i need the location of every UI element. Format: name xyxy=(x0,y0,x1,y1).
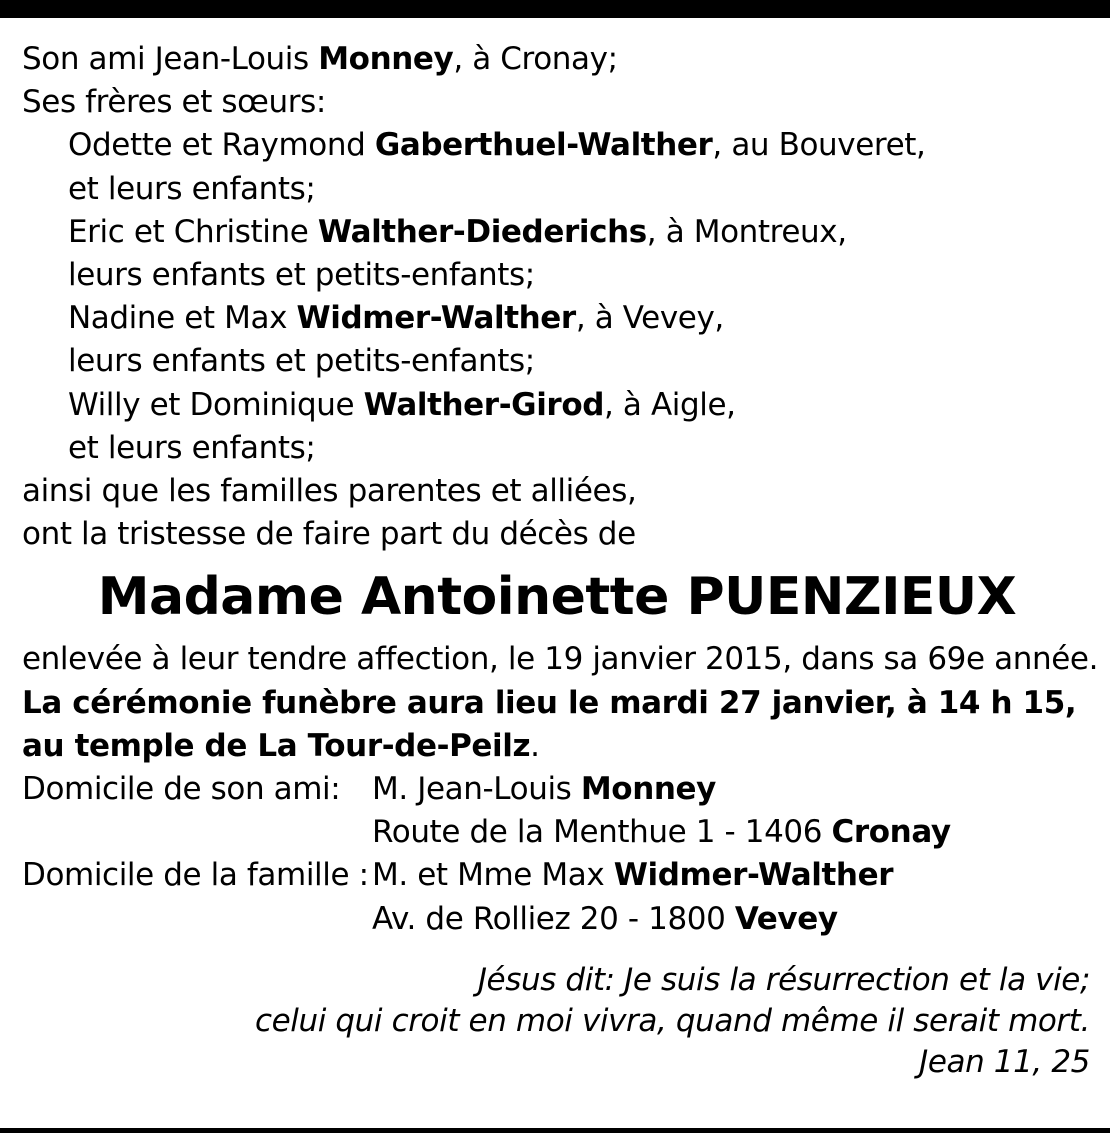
passing-line: enlevée à leur tendre affection, le 19 janvier 2015, dans sa 69e année. xyxy=(22,641,1099,678)
obituary-notice xyxy=(22,38,1099,1083)
domicile-friend-address xyxy=(22,811,1092,854)
bottom-rule xyxy=(0,1128,1110,1133)
sibling-line: Odette et Raymond Gaberthuel-Walther, au Bouveret, xyxy=(68,127,926,164)
domicile-address: Route de la Menthue 1 - 1406 Cronay xyxy=(372,814,951,851)
friend-line: Son ami Jean-Louis Monney, à Cronay; xyxy=(22,41,618,77)
domicile-address: Av. de Rolliez 20 - 1800 Vevey xyxy=(372,900,838,937)
sibling-descendants: leurs enfants et petits-enfants; xyxy=(68,257,535,294)
deceased-name: Madame Antoinette PUENZIEUX xyxy=(97,567,1017,628)
announcement-line: ont la tristesse de faire part du décès de xyxy=(22,516,636,553)
sibling-line: Willy et Dominique Walther-Girod, à Aigle, xyxy=(68,386,736,423)
ceremony-info: La cérémonie funèbre aura lieu le mardi 27 janvier, à 14 h 15, au temple de La Tour-de-Peilz. xyxy=(22,684,1077,764)
quote-reference: Jean 11, 25 xyxy=(919,1043,1090,1080)
quote-line: celui qui croit en moi vivra, quand même il serait mort. xyxy=(254,1002,1090,1039)
domicile-label: Domicile de son ami: xyxy=(22,771,341,808)
sibling-surname: Walther-Diederichs xyxy=(317,213,647,250)
domicile-family xyxy=(22,854,1092,897)
sibling-descendants: et leurs enfants; xyxy=(68,170,316,207)
sibling-surname: Walther-Girod xyxy=(363,386,605,423)
sibling-descendants: et leurs enfants; xyxy=(68,429,316,466)
top-rule xyxy=(0,0,1110,18)
domicile-label: Domicile de la famille : xyxy=(22,857,369,894)
sibling-line: Eric et Christine Walther-Diederichs, à Montreux, xyxy=(68,213,847,250)
domicile-person: M. Jean-Louis Monney xyxy=(372,771,716,808)
sibling-surname: Widmer-Walther xyxy=(296,300,576,337)
domicile-friend xyxy=(22,768,1092,811)
siblings-heading: Ses frères et sœurs: xyxy=(22,84,326,121)
domicile-person: M. et Mme Max Widmer-Walther xyxy=(372,857,894,894)
quote-line: Jésus dit: Je suis la résurrection et la vie; xyxy=(477,961,1090,998)
bible-quote xyxy=(22,960,1092,1083)
domicile-family-address xyxy=(22,898,1092,941)
sibling-surname: Gaberthuel-Walther xyxy=(374,127,713,164)
sibling-descendants: leurs enfants et petits-enfants; xyxy=(68,343,535,380)
families-line: ainsi que les familles parentes et alliées, xyxy=(22,473,637,510)
sibling-line: Nadine et Max Widmer-Walther, à Vevey, xyxy=(68,300,724,337)
friend-surname: Monney xyxy=(318,41,454,77)
